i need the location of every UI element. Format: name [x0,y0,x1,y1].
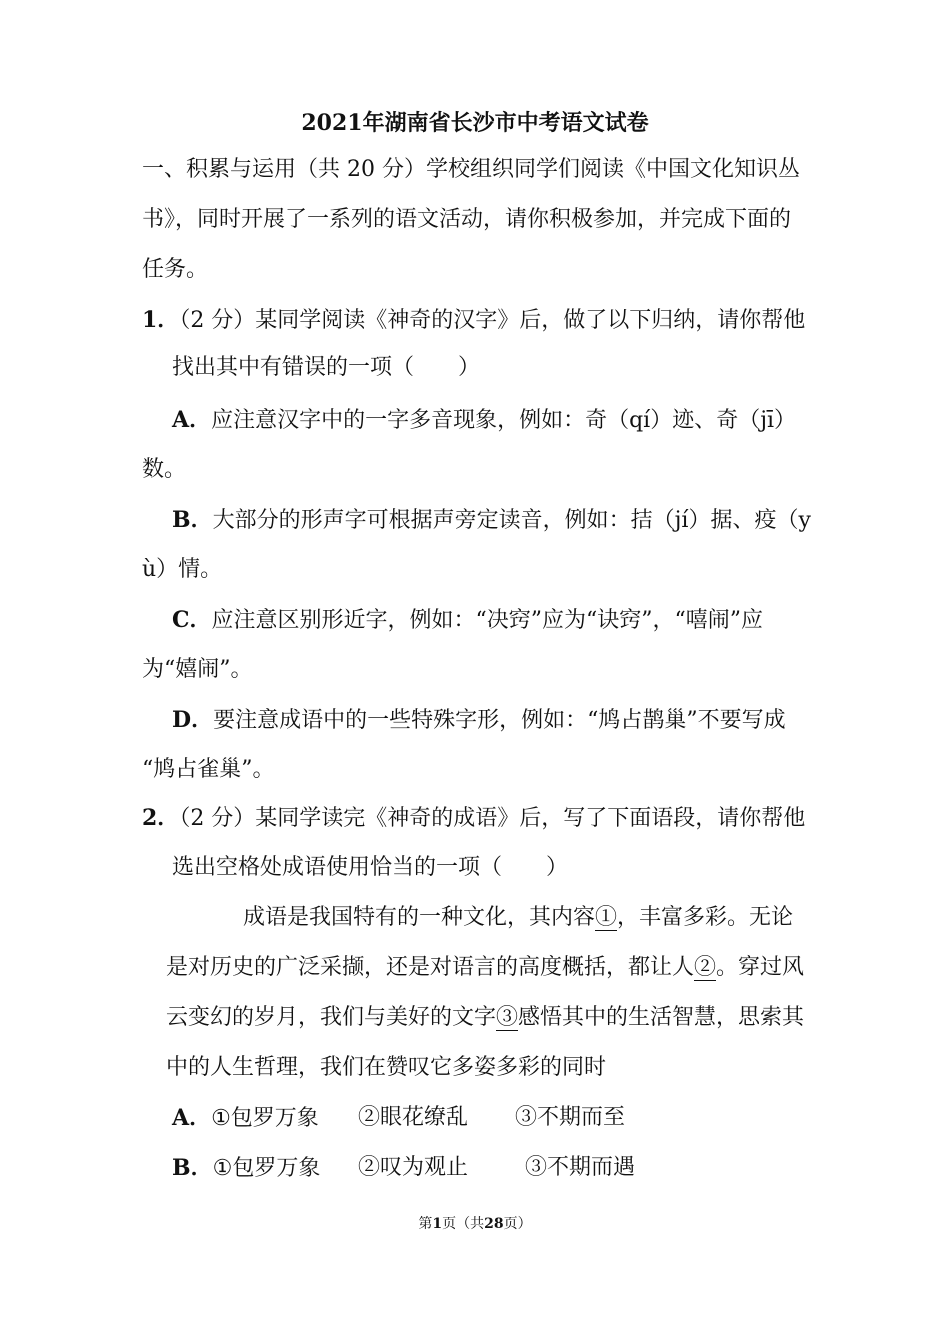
blank-2: ② [694,955,717,980]
q1-option-b-cont: ù）情。 [142,557,223,582]
q1-option-d[interactable]: D．要注意成语中的一些特殊字形，例如：“鸠占鹊巢”不要写成 [172,707,786,733]
option-label: B． [172,507,213,533]
q2-option-b-part3: ③不期而遇 [525,1155,636,1180]
option-label: C． [172,607,212,633]
section-intro-line2: 书》，同时开展了一系列的语文活动，请你积极参加，并完成下面的 [142,207,792,232]
passage-line2: 是对历史的广泛采撷，还是对语言的高度概括，都让人②。穿过风 [166,955,805,980]
section-intro-line3: 任务。 [142,257,209,282]
q1-option-d-cont: “鸠占雀巢”。 [142,757,275,782]
question-number: 2． [142,805,180,831]
passage-line4: 中的人生哲理，我们在赞叹它多姿多彩的同时 [166,1055,607,1080]
passage-line3: 云变幻的岁月，我们与美好的文字③感悟其中的生活智慧，思索其 [166,1005,805,1030]
blank-3: ③ [496,1005,519,1030]
question-number: 1． [142,307,180,333]
q1-option-c-cont: 为“嬉闹”。 [142,657,253,682]
option-label: B． [172,1155,213,1181]
q2-option-a[interactable]: A．①包罗万象 [172,1105,319,1131]
section-intro-line1: 一、积累与运用（共 20 分）学校组织同学们阅读《中国文化知识丛 [142,157,800,182]
page-total: 28 [484,1216,504,1232]
q1-option-a-cont: 数。 [142,457,187,482]
option-label: A． [172,1105,212,1131]
page-title: 2021年湖南省长沙市中考语文试卷 [301,110,649,136]
q2-option-a-part2: ②眼花缭乱 [358,1105,469,1130]
q1-option-a[interactable]: A．应注意汉字中的一字多音现象，例如：奇（qí）迹、奇（jī） [172,407,797,433]
q1-option-c[interactable]: C．应注意区别形近字，例如：“决窍”应为“诀窍”，“嘻闹”应 [172,607,763,633]
q2-option-b-part2: ②叹为观止 [358,1155,469,1180]
question-2-stem-cont: 选出空格处成语使用恰当的一项（ ） [172,855,569,880]
question-1-stem: 1．（2 分）某同学阅读《神奇的汉字》后，做了以下归纳，请你帮他 [142,307,806,333]
q2-option-a-part3: ③不期而至 [515,1105,626,1130]
option-label: A． [172,407,212,433]
option-label: D． [172,707,214,733]
passage-line1: 成语是我国特有的一种文化，其内容①，丰富多彩。无论 [243,905,794,930]
page-number: 1 [432,1216,443,1232]
blank-1: ① [595,905,618,930]
q1-option-b[interactable]: B．大部分的形声字可根据声旁定读音，例如：拮（jí）据、疫（y [172,507,811,533]
page-footer: 第1页（共28页） [418,1216,532,1232]
question-1-stem-cont: 找出其中有错误的一项（ ） [172,355,481,380]
q2-option-b[interactable]: B．①包罗万象 [172,1155,321,1181]
question-2-stem: 2．（2 分）某同学读完《神奇的成语》后，写了下面语段，请你帮他 [142,805,806,831]
